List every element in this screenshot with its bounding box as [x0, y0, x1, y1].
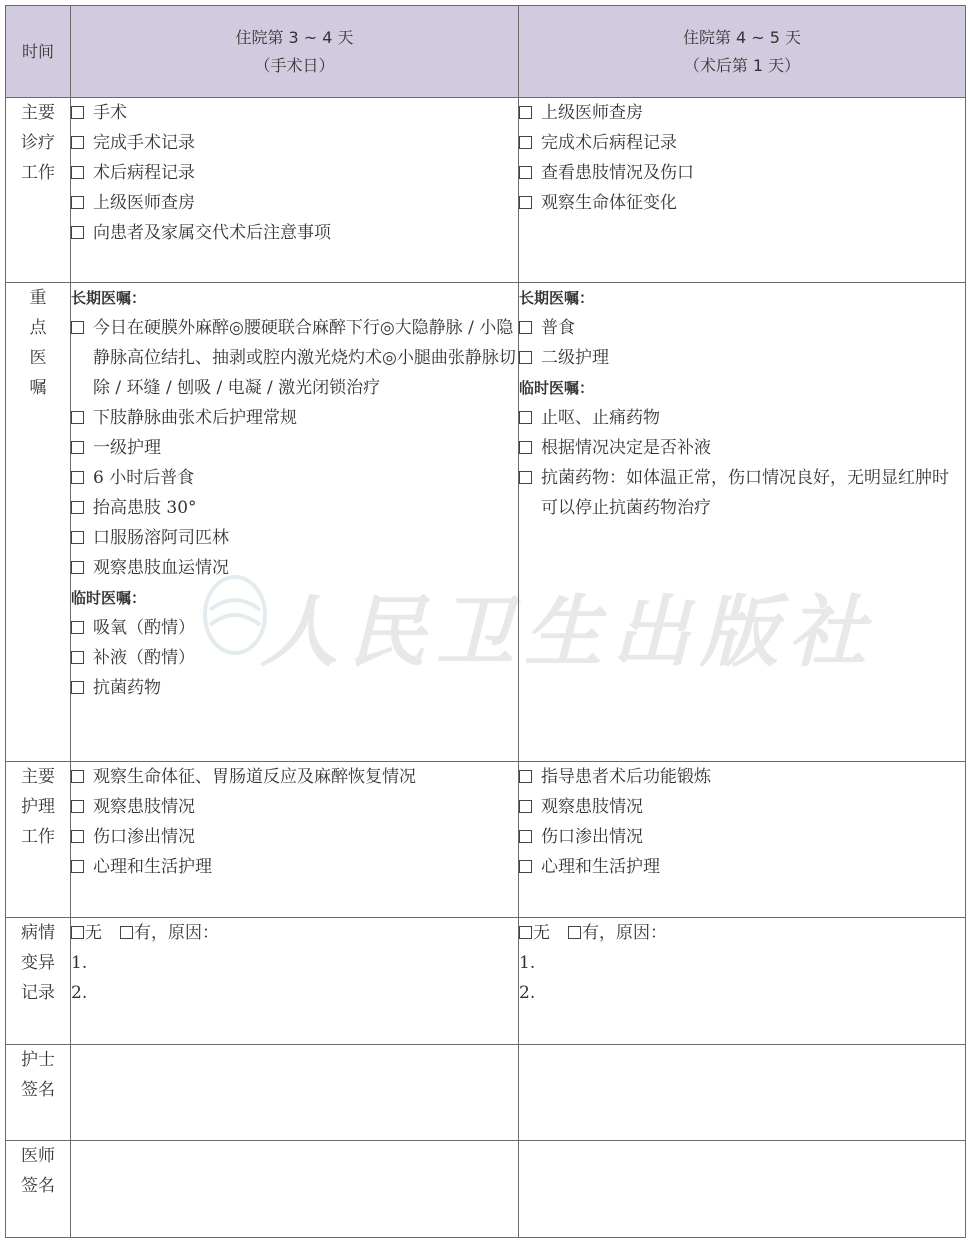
- diagnosis-label: 主要诊疗工作: [6, 98, 71, 283]
- checklist-item-label: 口服肠溶阿司匹林: [93, 528, 229, 548]
- checklist-item: [519, 343, 965, 373]
- orders-label: 重点医嘱: [6, 283, 71, 762]
- checklist-item-label: 指导患者术后功能锻炼: [541, 767, 711, 787]
- checkbox[interactable]: [519, 800, 532, 813]
- checklist-item-label: 向患者及家属交代术后注意事项: [93, 223, 331, 243]
- nursing-row: [6, 762, 966, 918]
- variation-col2: [519, 918, 966, 1045]
- checkbox[interactable]: [519, 770, 532, 783]
- checklist-item-label: 补液（酌情）: [93, 648, 195, 668]
- variation-line-1[interactable]: 1.: [519, 953, 536, 973]
- checklist-item: [71, 463, 518, 493]
- checklist-item: [519, 852, 965, 882]
- checklist-item: [519, 403, 965, 433]
- header-day-3-4-title: 住院第 3 ~ 4 天: [235, 27, 354, 47]
- checklist-item-label: 抗菌药物: [93, 678, 161, 698]
- checklist-item-label: 完成手术记录: [93, 133, 195, 153]
- temporary-orders-heading: 临时医嘱：: [71, 589, 147, 607]
- checklist-item-label: 下肢静脉曲张术后护理常规: [93, 408, 297, 428]
- variation-label: 病情变异记录: [6, 918, 71, 1045]
- checklist-item: [71, 523, 518, 553]
- checkbox[interactable]: [71, 860, 84, 873]
- checkbox[interactable]: [71, 830, 84, 843]
- nursing-col1: [71, 762, 519, 918]
- checklist-item-label: 今日在硬膜外麻醉◎腰硬联合麻醉下行◎大隐静脉 / 小隐静脉高位结扎、抽剥或腔内激光烧灼术◎小腿曲张静脉切除 / 环缝 / 刨吸 / 电凝 / 激光闭锁治疗: [93, 318, 516, 398]
- header-day-4-5: [519, 6, 966, 98]
- checklist-item-label: 上级医师查房: [541, 103, 643, 123]
- option-none: 无: [533, 923, 550, 943]
- checkbox[interactable]: [71, 531, 84, 544]
- checklist-item-label: 根据情况决定是否补液: [541, 438, 711, 458]
- checkbox[interactable]: [71, 561, 84, 574]
- checkbox-yes[interactable]: [120, 926, 133, 939]
- checklist-item: [71, 673, 518, 703]
- checklist-item: [519, 463, 965, 523]
- checkbox[interactable]: [71, 501, 84, 514]
- checkbox[interactable]: [71, 681, 84, 694]
- diagnosis-col1: [71, 98, 519, 283]
- checkbox-none[interactable]: [71, 926, 84, 939]
- checklist-item: [71, 792, 518, 822]
- checkbox[interactable]: [519, 830, 532, 843]
- checklist-item: [519, 158, 965, 188]
- checklist-item: [71, 822, 518, 852]
- checklist-item-label: 上级医师查房: [93, 193, 195, 213]
- variation-line-2[interactable]: 2.: [519, 983, 536, 1003]
- checkbox-none[interactable]: [519, 926, 532, 939]
- checkbox[interactable]: [71, 321, 84, 334]
- checkbox[interactable]: [519, 411, 532, 424]
- checklist-item: [519, 128, 965, 158]
- long-term-orders-heading: 长期医嘱：: [519, 289, 595, 307]
- checklist-item: [71, 403, 518, 433]
- checklist-item-label: 观察患肢血运情况: [93, 558, 229, 578]
- checklist-item-label: 伤口渗出情况: [541, 827, 643, 847]
- checklist-item-label: 普食: [541, 318, 575, 338]
- checklist-item-label: 6 小时后普食: [93, 468, 195, 488]
- checklist-item: [71, 98, 518, 128]
- nurse-sign-col2[interactable]: [519, 1045, 966, 1141]
- checkbox[interactable]: [71, 196, 84, 209]
- checkbox[interactable]: [71, 471, 84, 484]
- option-yes: 有，原因：: [134, 923, 219, 943]
- nurse-sign-row: [6, 1045, 966, 1141]
- checkbox-yes[interactable]: [568, 926, 581, 939]
- diagnosis-col2: [519, 98, 966, 283]
- checkbox[interactable]: [519, 471, 532, 484]
- checklist-item-label: 查看患肢情况及伤口: [541, 163, 694, 183]
- nurse-sign-label: 护士签名: [6, 1045, 71, 1141]
- variation-line-2[interactable]: 2.: [71, 983, 88, 1003]
- header-row: [6, 6, 966, 98]
- checkbox[interactable]: [519, 441, 532, 454]
- checklist-item: [71, 493, 518, 523]
- checkbox[interactable]: [519, 166, 532, 179]
- checkbox[interactable]: [519, 136, 532, 149]
- checklist-item-label: 手术: [93, 103, 127, 123]
- checklist-item: [71, 158, 518, 188]
- checkbox[interactable]: [71, 651, 84, 664]
- checklist-item: [519, 98, 965, 128]
- checklist-item-label: 一级护理: [93, 438, 161, 458]
- checklist-item: [519, 433, 965, 463]
- checklist-item-label: 吸氧（酌情）: [93, 618, 195, 638]
- long-term-orders-heading: 长期医嘱：: [71, 289, 147, 307]
- header-time: 时间: [6, 6, 71, 98]
- header-day-3-4: [71, 6, 519, 98]
- header-day-4-5-subtitle: （术后第 1 天）: [683, 55, 801, 75]
- option-yes: 有，原因：: [582, 923, 667, 943]
- checklist-item: [71, 643, 518, 673]
- checklist-item: [71, 433, 518, 463]
- checklist-item: [519, 762, 965, 792]
- orders-col2: [519, 283, 966, 762]
- checkbox[interactable]: [71, 770, 84, 783]
- temporary-orders-heading: 临时医嘱：: [519, 379, 595, 397]
- nursing-col2: [519, 762, 966, 918]
- checkbox[interactable]: [71, 106, 84, 119]
- checklist-item: [519, 822, 965, 852]
- checklist-item-label: 术后病程记录: [93, 163, 195, 183]
- checklist-item-label: 完成术后病程记录: [541, 133, 677, 153]
- nurse-sign-col1[interactable]: [71, 1045, 519, 1141]
- checklist-item-label: 抬高患肢 30°: [93, 498, 197, 518]
- checklist-item-label: 心理和生活护理: [93, 857, 212, 877]
- checklist-item: [71, 553, 518, 583]
- clinical-pathway-table: [5, 5, 966, 1238]
- doctor-sign-col1[interactable]: [71, 1141, 519, 1238]
- checklist-item-label: 观察患肢情况: [541, 797, 643, 817]
- variation-col1: [71, 918, 519, 1045]
- nursing-label: 主要护理工作: [6, 762, 71, 918]
- header-day-3-4-subtitle: （手术日）: [254, 55, 335, 75]
- doctor-sign-label: 医师签名: [6, 1141, 71, 1238]
- checklist-item-label: 观察生命体征变化: [541, 193, 677, 213]
- checkbox[interactable]: [71, 621, 84, 634]
- option-none: 无: [85, 923, 102, 943]
- checklist-item: [71, 852, 518, 882]
- checklist-item: [71, 128, 518, 158]
- checkbox[interactable]: [71, 166, 84, 179]
- header-day-4-5-title: 住院第 4 ~ 5 天: [682, 27, 802, 47]
- checklist-item: [519, 188, 965, 218]
- checklist-item-label: 抗菌药物：如体温正常，伤口情况良好，无明显红肿时可以停止抗菌药物治疗: [541, 468, 949, 518]
- checklist-item: [71, 313, 518, 403]
- checkbox[interactable]: [519, 106, 532, 119]
- checklist-item: [71, 762, 518, 792]
- watermark-text: 人民卫生出版社: [260, 587, 877, 678]
- checklist-item-label: 二级护理: [541, 348, 609, 368]
- checklist-item-label: 观察生命体征、胃肠道反应及麻醉恢复情况: [93, 767, 416, 787]
- checklist-item-label: 心理和生活护理: [541, 857, 660, 877]
- checklist-item-label: 伤口渗出情况: [93, 827, 195, 847]
- checklist-item-label: 止呕、止痛药物: [541, 408, 660, 428]
- doctor-sign-row: [6, 1141, 966, 1238]
- orders-col1: [71, 283, 519, 762]
- checkbox[interactable]: [519, 196, 532, 209]
- checkbox[interactable]: [71, 226, 84, 239]
- checklist-item-label: 观察患肢情况: [93, 797, 195, 817]
- diagnosis-row: [6, 98, 966, 283]
- checkbox[interactable]: [71, 136, 84, 149]
- checklist-item: [519, 313, 965, 343]
- checkbox[interactable]: [519, 321, 532, 334]
- checkbox[interactable]: [519, 860, 532, 873]
- checkbox[interactable]: [71, 800, 84, 813]
- variation-line-1[interactable]: 1.: [71, 953, 88, 973]
- checklist-item: [71, 188, 518, 218]
- checkbox[interactable]: [71, 411, 84, 424]
- checklist-item: [519, 792, 965, 822]
- doctor-sign-col2[interactable]: [519, 1141, 966, 1238]
- orders-row: [6, 283, 966, 762]
- checklist-item: [71, 613, 518, 643]
- checkbox[interactable]: [71, 441, 84, 454]
- variation-row: [6, 918, 966, 1045]
- checkbox[interactable]: [519, 351, 532, 364]
- checklist-item: [71, 218, 518, 248]
